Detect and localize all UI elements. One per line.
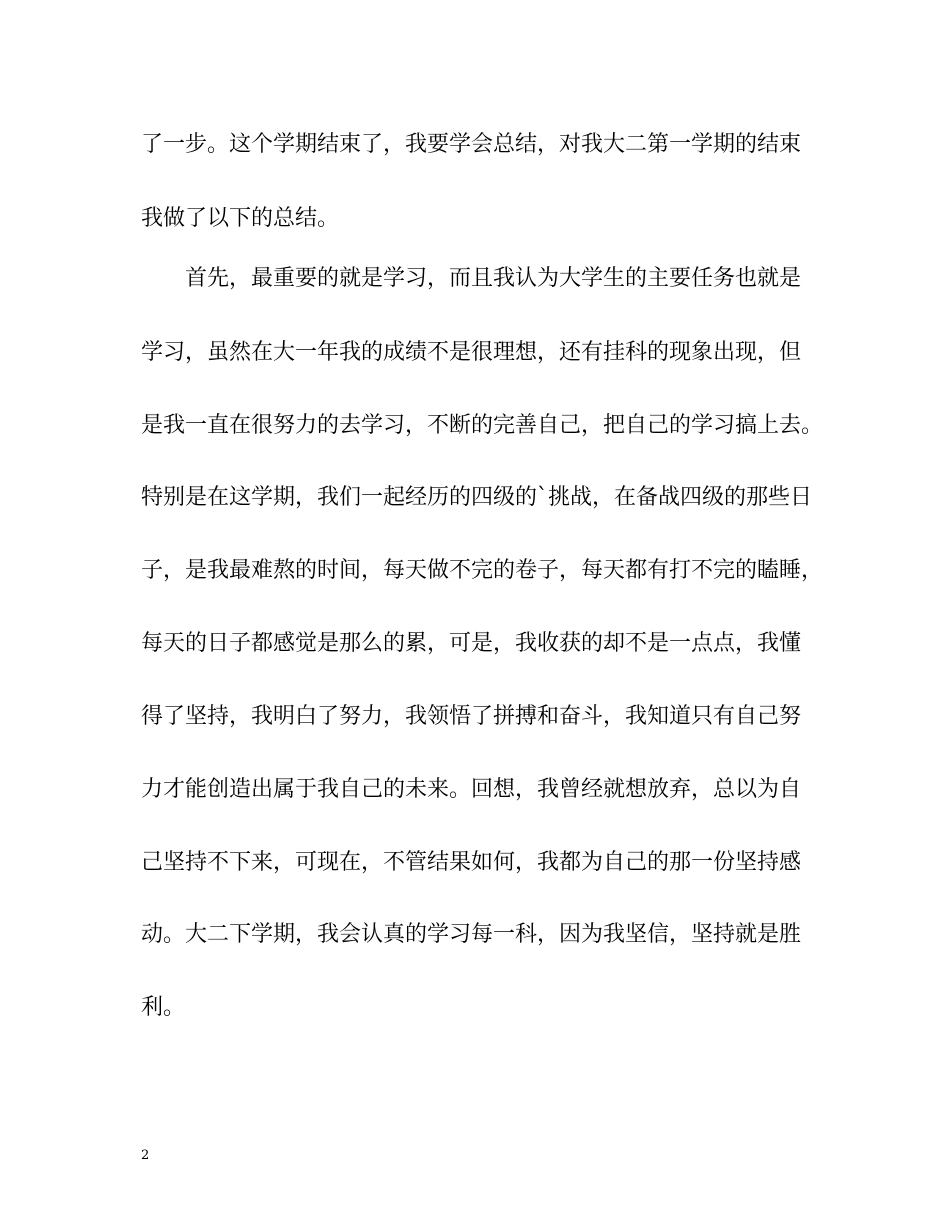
- text-line-11: 己坚持不下来，可现在，不管结果如何，我都为自己的那一份坚持感: [141, 850, 802, 875]
- text-line-3: 首先，最重要的就是学习，而且我认为大学生的主要任务也就是: [185, 266, 802, 291]
- text-line-1: 了一步。这个学期结束了，我要学会总结，对我大二第一学期的结束: [141, 132, 802, 157]
- text-line-2: 我做了以下的总结。: [141, 206, 340, 231]
- text-line-13: 利。: [141, 995, 186, 1020]
- text-line-4: 学习，虽然在大一年我的成绩不是很理想，还有挂科的现象出现，但: [141, 340, 802, 365]
- text-line-5: 是我一直在很努力的去学习，不断的完善自己，把自己的学习搞上去。: [141, 413, 824, 438]
- text-line-10: 力才能创造出属于我自己的未来。回想，我曾经就想放弃，总以为自: [141, 777, 802, 802]
- page-number: 2: [141, 1148, 150, 1163]
- text-line-9: 得了坚持，我明白了努力，我领悟了拼搏和奋斗，我知道只有自己努: [141, 704, 802, 729]
- text-line-7: 子，是我最难熬的时间，每天做不完的卷子，每天都有打不完的瞌睡，: [141, 558, 824, 583]
- text-line-8: 每天的日子都感觉是那么的累，可是，我收获的却不是一点点，我懂: [141, 631, 802, 656]
- text-line-12: 动。大二下学期，我会认真的学习每一科，因为我坚信，坚持就是胜: [141, 922, 802, 947]
- text-line-6: 特别是在这学期，我们一起经历的四级的`挑战，在备战四级的那些日: [141, 485, 813, 510]
